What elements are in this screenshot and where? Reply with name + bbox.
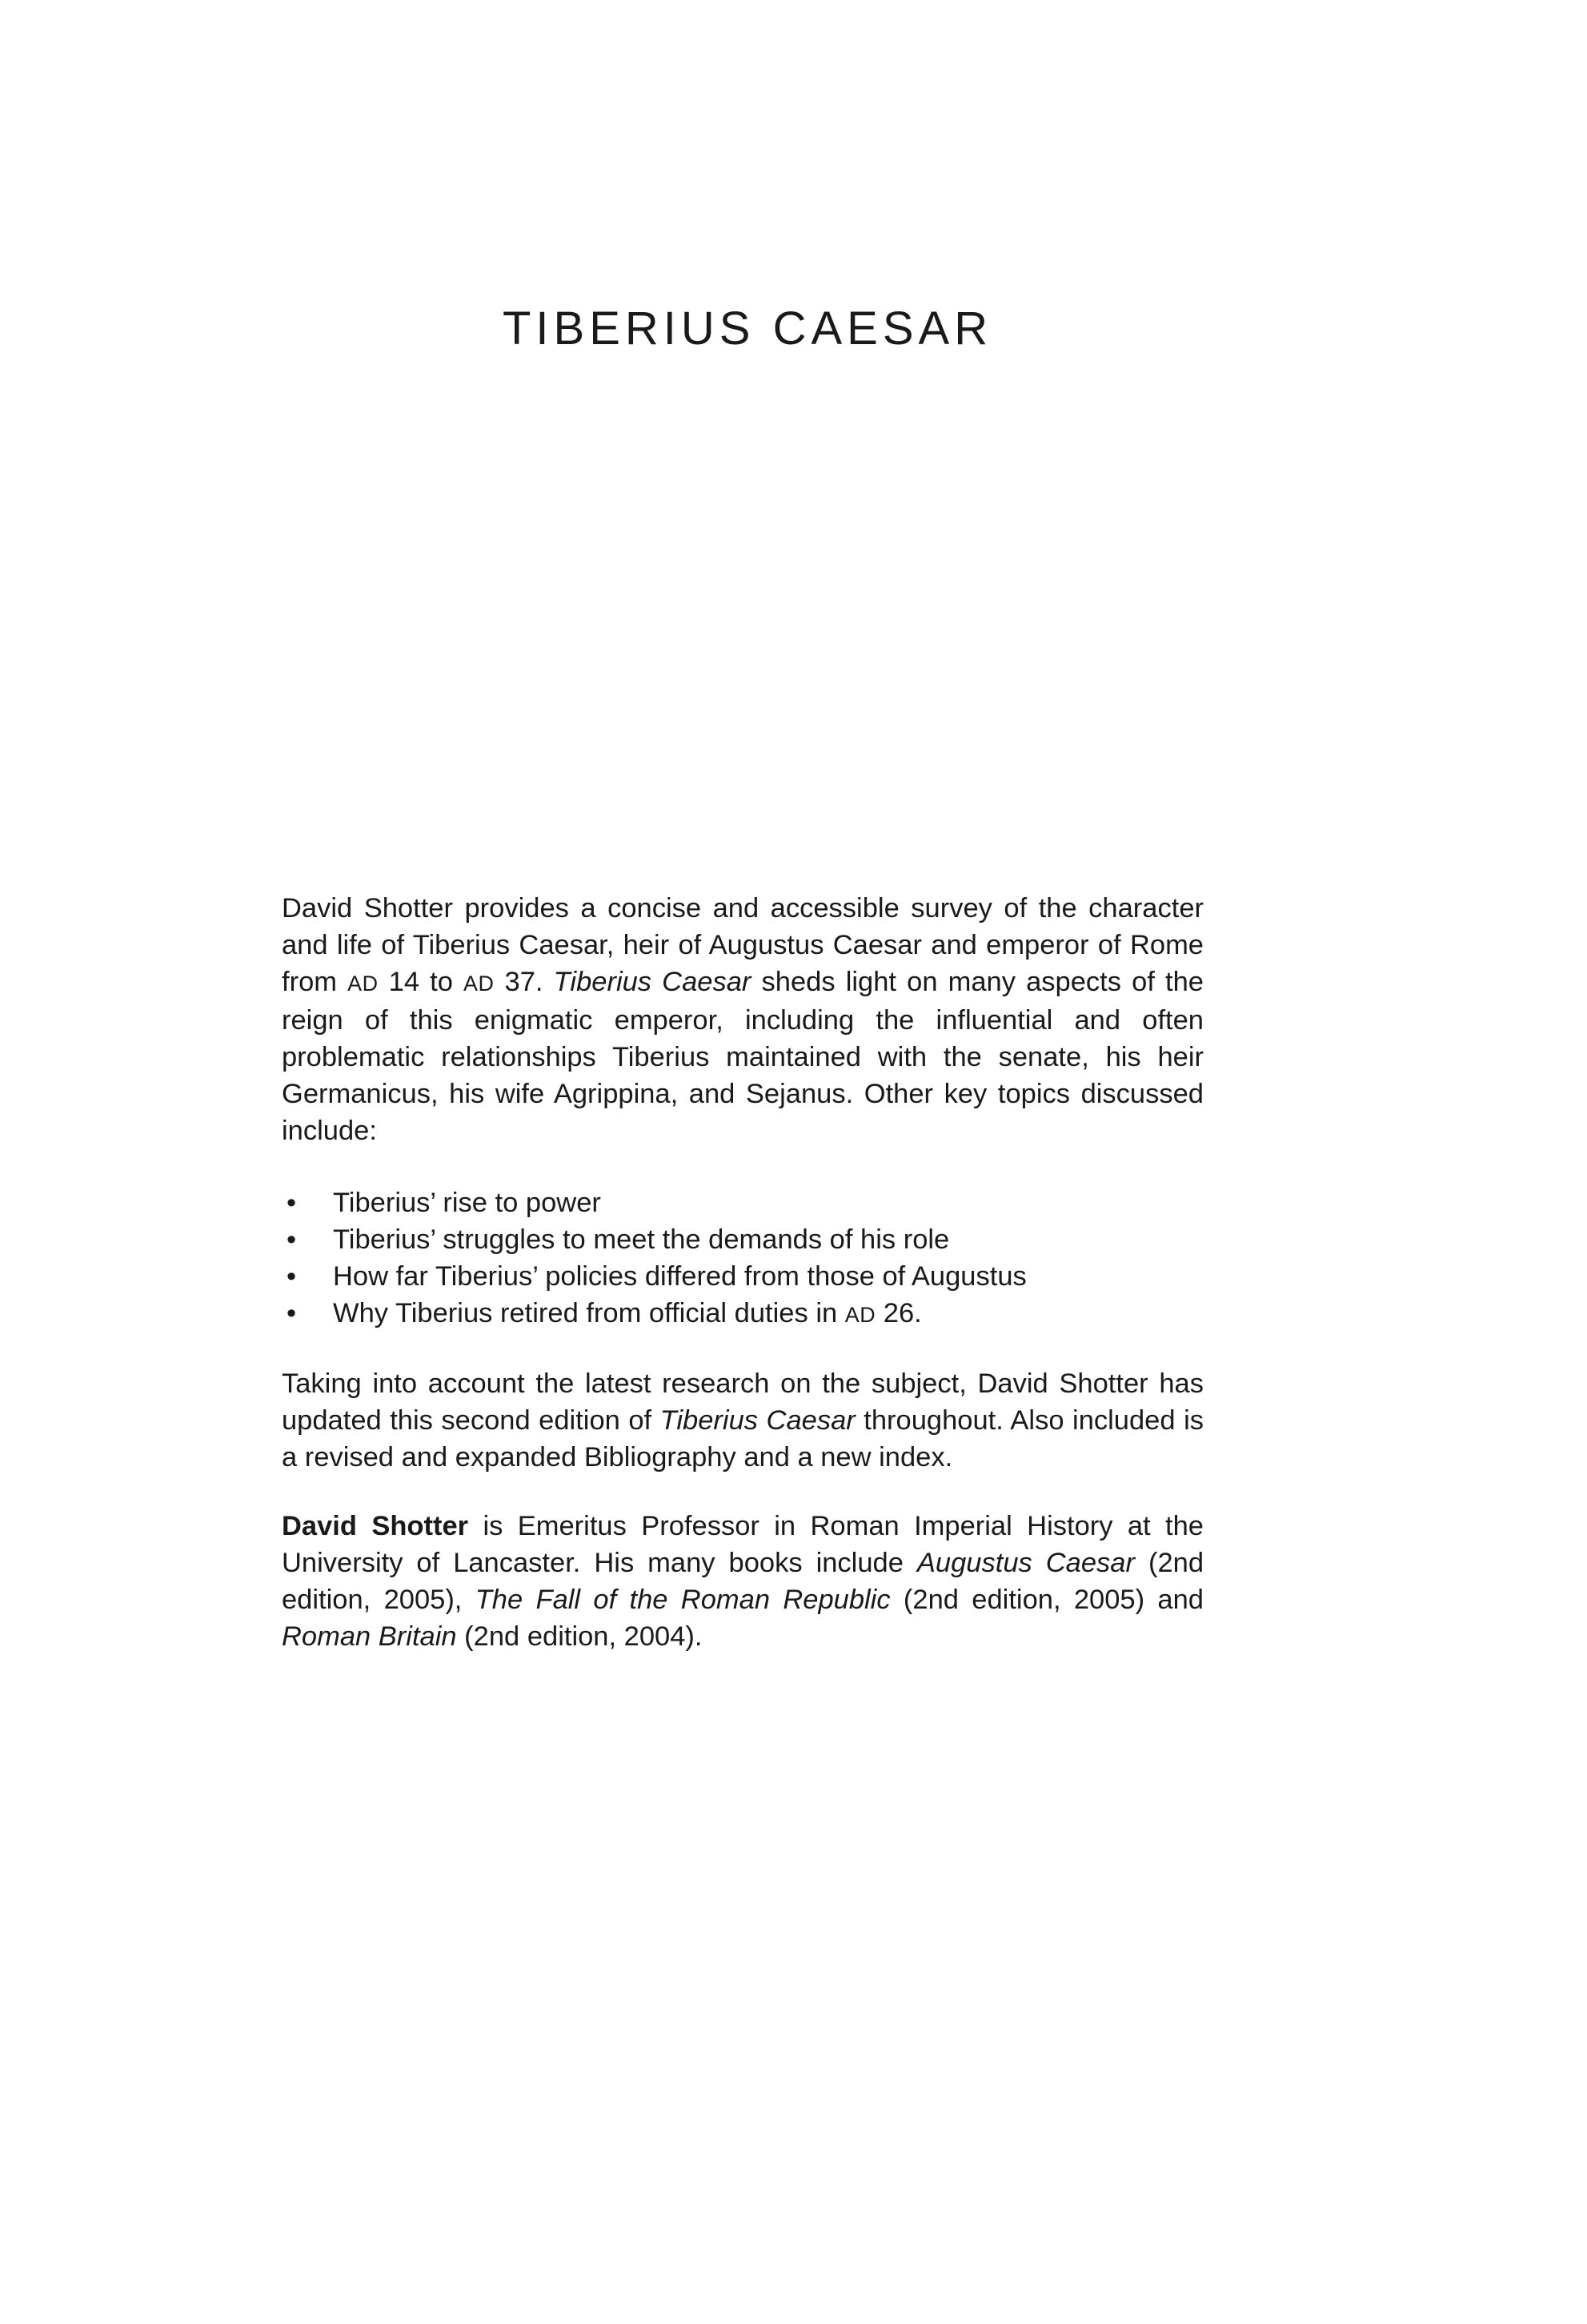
topic-text: 26. (876, 1298, 922, 1328)
page-title: TIBERIUS CAESAR (503, 303, 993, 355)
topics-list (282, 1184, 1204, 1333)
topic-item (282, 1221, 1204, 1258)
era-label: AD (463, 972, 495, 996)
bullet-icon: • (287, 1224, 297, 1255)
author-bio-paragraph (282, 1508, 1204, 1655)
bullet-icon: • (287, 1298, 297, 1328)
bullet-icon: • (287, 1261, 297, 1292)
topic-item (282, 1258, 1204, 1295)
era-label: AD (347, 972, 379, 996)
bio-text-4: (2nd edition, 2004). (456, 1621, 703, 1652)
bullet-icon: • (287, 1188, 297, 1218)
bio-text-3: (2nd edition, 2005) and (890, 1585, 1204, 1615)
era-label: AD (844, 1303, 876, 1327)
book-title-italic: Tiberius Caesar (659, 1405, 856, 1436)
research-paragraph (282, 1365, 1204, 1476)
topic-text: Why Tiberius retired from official duties in (333, 1298, 845, 1328)
intro-paragraph (282, 890, 1204, 1149)
back-cover-blurb (282, 890, 1204, 1655)
intro-text-2: sheds light on many aspects of the reign of this enigmatic emperor, including the influential and often problematic relationships Tiberius maintained with the senate, his heir Germanicus, his wife Agrippina, and Sejanus. Other key topics discussed include: (282, 967, 1204, 1146)
book-title-italic: Tiberius Caesar (553, 967, 751, 997)
research-text-1: Taking into account the latest research on the subject, David Shotter has updated this second edition of (282, 1368, 1204, 1436)
intro-year-2: 37. (494, 967, 554, 997)
bio-text-2: (2nd edition, 2005), (282, 1548, 1204, 1615)
topic-text: Tiberius’ struggles to meet the demands of his role (333, 1224, 950, 1255)
author-name: David Shotter (282, 1511, 469, 1541)
intro-text-1: David Shotter provides a concise and accessible survey of the character and life of Tiberius Caesar, heir of Augustus Caesar and emperor of Rome from (282, 893, 1204, 997)
topic-item (282, 1184, 1204, 1221)
bio-text-1: is Emeritus Professor in Roman Imperial History at the University of Lancaster. His many books include (282, 1511, 1204, 1578)
topic-text: Tiberius’ rise to power (333, 1188, 601, 1218)
topic-text: How far Tiberius’ policies differed from those of Augustus (333, 1261, 1027, 1292)
topic-item (282, 1295, 1204, 1333)
research-text-2: throughout. Also included is a revised and expanded Bibliography and a new index. (282, 1405, 1204, 1473)
book-title-italic: The Fall of the Roman Republic (475, 1585, 891, 1615)
book-title-italic: Augustus Caesar (916, 1548, 1135, 1578)
book-title-italic: Roman Britain (282, 1621, 457, 1652)
intro-year-1: 14 to (378, 967, 464, 997)
